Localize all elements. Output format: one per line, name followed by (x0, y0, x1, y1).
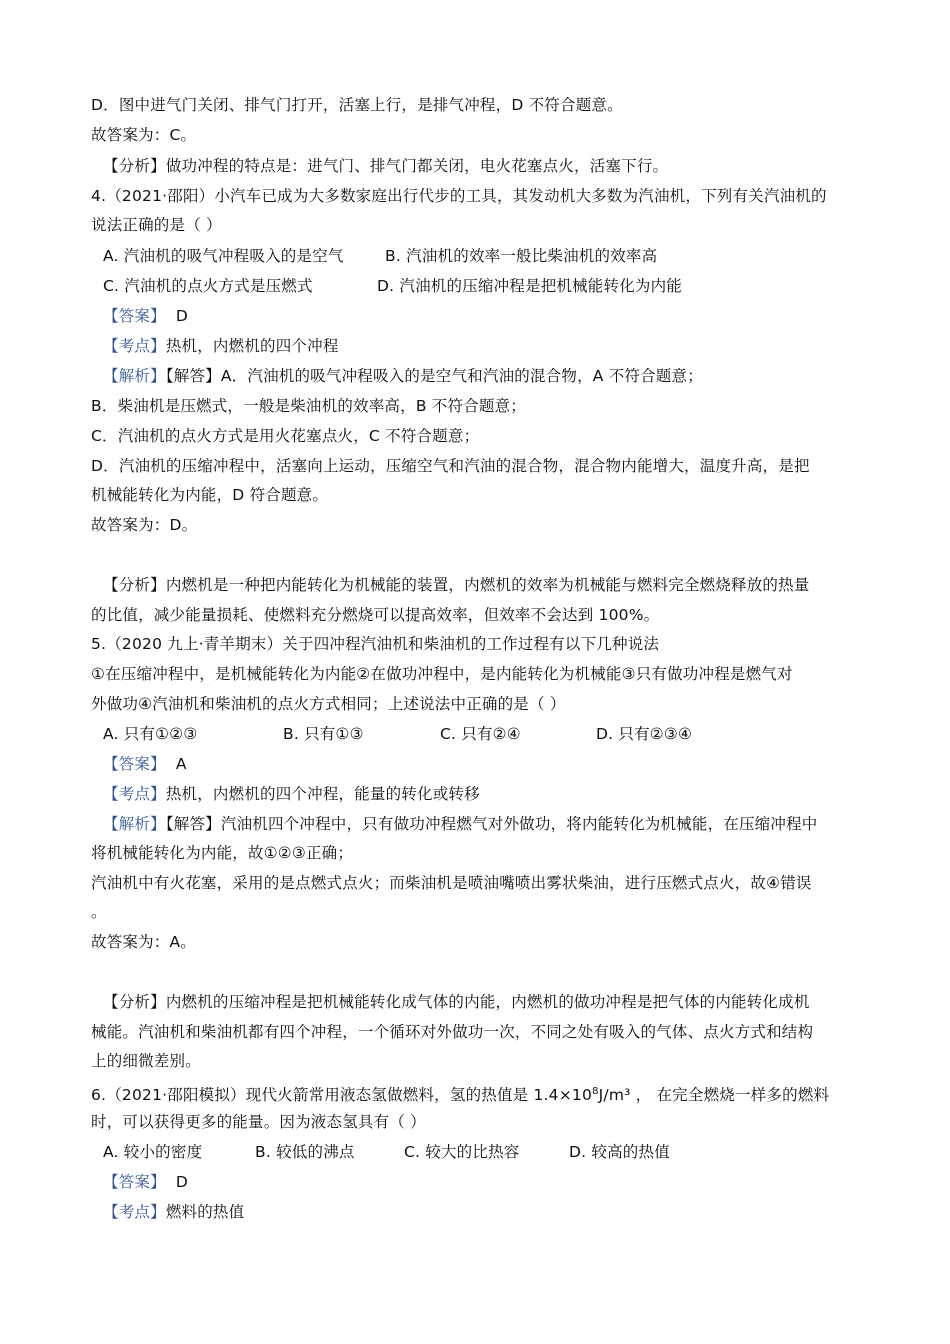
q5-fenxi-line-2: 械能。汽油机和柴油机都有四个冲程，一个循环对外做功一次，不同之处有吸入的气体、点火方式和结构 (91, 1023, 814, 1041)
kaodian-text: 热机，内燃机的四个冲程，能量的转化或转移 (165, 785, 480, 803)
q6-exponent: 8 (592, 1086, 599, 1097)
q6-option-d: D. 较高的热值 (569, 1143, 670, 1161)
q4-answer (103, 305, 188, 327)
q6-kaodian (103, 1201, 244, 1223)
answer-tag: 【答案】 (103, 755, 166, 773)
jiexi-text: 【解答】A．汽油机的吸气冲程吸入的是空气和汽油的混合物，A 不符合题意； (165, 367, 703, 385)
kaodian-text: 燃料的热值 (165, 1203, 245, 1221)
fenxi-text: 内燃机的压缩冲程是把机械能转化成气体的内能，内燃机的做功冲程是把气体的内能转化成机 (165, 993, 810, 1011)
fenxi-tag: 【分析】 (103, 993, 166, 1011)
answer-tag: 【答案】 (103, 1173, 166, 1191)
kaodian-tag: 【考点】 (103, 337, 166, 355)
q4-option-a: A. 汽油机的吸气冲程吸入的是空气 (103, 247, 344, 265)
q4-answer-line: 故答案为：D。 (91, 516, 198, 534)
kaodian-tag: 【考点】 (103, 785, 166, 803)
q5-jiexi-line-4: 。 (91, 903, 107, 921)
q5-option-d: D. 只有②③④ (596, 725, 693, 743)
q6-option-c: C. 较大的比热容 (404, 1143, 520, 1161)
q3-answer-line: 故答案为：C。 (91, 126, 197, 144)
fenxi-tag: 【分析】 (103, 576, 166, 594)
answer-value: D (175, 307, 188, 325)
q4-stem-line-1: 4.（2021·邵阳）小汽车已成为大多数家庭出行代步的工具，其发动机大多数为汽油机，下列有关汽油机的 (91, 187, 827, 205)
q5-option-b: B. 只有①③ (283, 725, 364, 743)
q5-jiexi-line-2: 将机械能转化为内能，故①②③正确； (91, 844, 354, 862)
q6-option-a: A. 较小的密度 (103, 1143, 203, 1161)
q6-stem-part-1: 6.（2021·邵阳模拟）现代火箭常用液态氢做燃料，氢的热值是 1.4×10 (91, 1086, 593, 1105)
q6-stem-line-1 (91, 1081, 829, 1106)
q4-option-d: D. 汽油机的压缩冲程是把机械能转化为内能 (377, 277, 682, 295)
q4-jiexi-line-5: 机械能转化为内能，D 符合题意。 (91, 486, 329, 504)
q4-fenxi (103, 574, 810, 596)
q6-stem-line-2: 时，可以获得更多的能量。因为液态氢具有（ ） (91, 1113, 426, 1131)
q5-kaodian (103, 783, 480, 805)
q5-fenxi (103, 991, 810, 1013)
analysis-tag: 【分析】 (103, 157, 166, 175)
analysis-text: 做功冲程的特点是：进气门、排气门都关闭，电火花塞点火，活塞下行。 (165, 157, 669, 175)
answer-value: A (175, 755, 187, 773)
q4-stem-line-2: 说法正确的是（ ） (91, 216, 222, 234)
q5-answer (103, 753, 187, 775)
kaodian-tag: 【考点】 (103, 1203, 166, 1221)
q4-jiexi-line-2: B．柴油机是压燃式，一般是柴油机的效率高，B 不符合题意； (91, 397, 526, 415)
q4-jiexi-line-4: D．汽油机的压缩冲程中，活塞向上运动，压缩空气和汽油的混合物，混合物内能增大，温度升高，是把 (91, 457, 810, 475)
q5-stem-line-3: 外做功④汽油机和柴油机的点火方式相同；上述说法中正确的是（ ） (91, 695, 566, 713)
q5-jiexi-line-3: 汽油机中有火花塞，采用的是点燃式点火；而柴油机是喷油嘴喷出雾状柴油，进行压燃式点火，故④错误 (91, 874, 812, 892)
q5-stem-line-1: 5.（2020 九上·青羊期末）关于四冲程汽油机和柴油机的工作过程有以下几种说法 (91, 635, 660, 653)
q4-kaodian (103, 335, 339, 357)
q4-option-c: C. 汽油机的点火方式是压燃式 (103, 277, 313, 295)
answer-value: D (175, 1173, 188, 1191)
q5-option-a: A. 只有①②③ (103, 725, 198, 743)
answer-tag: 【答案】 (103, 307, 166, 325)
jiexi-tag: 【解析】 (103, 367, 166, 385)
q3-option-d-explanation: D．图中进气门关闭、排气门打开，活塞上行，是排气冲程，D 不符合题意。 (91, 96, 623, 114)
q6-answer (103, 1171, 188, 1193)
jiexi-text: 【解答】汽油机四个冲程中，只有做功冲程燃气对外做功，将内能转化为机械能，在压缩冲程中 (165, 815, 818, 833)
q6-option-b: B. 较低的沸点 (255, 1143, 355, 1161)
q5-answer-line: 故答案为：A。 (91, 933, 197, 951)
q5-option-c: C. 只有②④ (440, 725, 521, 743)
fenxi-text: 内燃机是一种把内能转化为机械能的装置，内燃机的效率为机械能与燃料完全燃烧释放的热量 (165, 576, 810, 594)
q4-jiexi-line-3: C．汽油机的点火方式是用火花塞点火，C 不符合题意； (91, 427, 480, 445)
q4-fenxi-line-2: 的比值，减少能量损耗、使燃料充分燃烧可以提高效率，但效率不会达到 100%。 (91, 606, 660, 624)
q5-jiexi (103, 813, 817, 835)
jiexi-tag: 【解析】 (103, 815, 166, 833)
q5-fenxi-line-3: 上的细微差别。 (91, 1052, 201, 1070)
q4-jiexi (103, 365, 703, 387)
q3-analysis (103, 155, 668, 177)
q4-option-b: B. 汽油机的效率一般比柴油机的效率高 (385, 247, 658, 265)
q6-stem-part-2: J/m³ ， 在完全燃烧一样多的燃料 (598, 1086, 830, 1105)
q5-stem-line-2: ①在压缩冲程中，是机械能转化为内能②在做功冲程中，是内能转化为机械能③只有做功冲程是燃气对 (91, 665, 793, 683)
kaodian-text: 热机，内燃机的四个冲程 (165, 337, 339, 355)
